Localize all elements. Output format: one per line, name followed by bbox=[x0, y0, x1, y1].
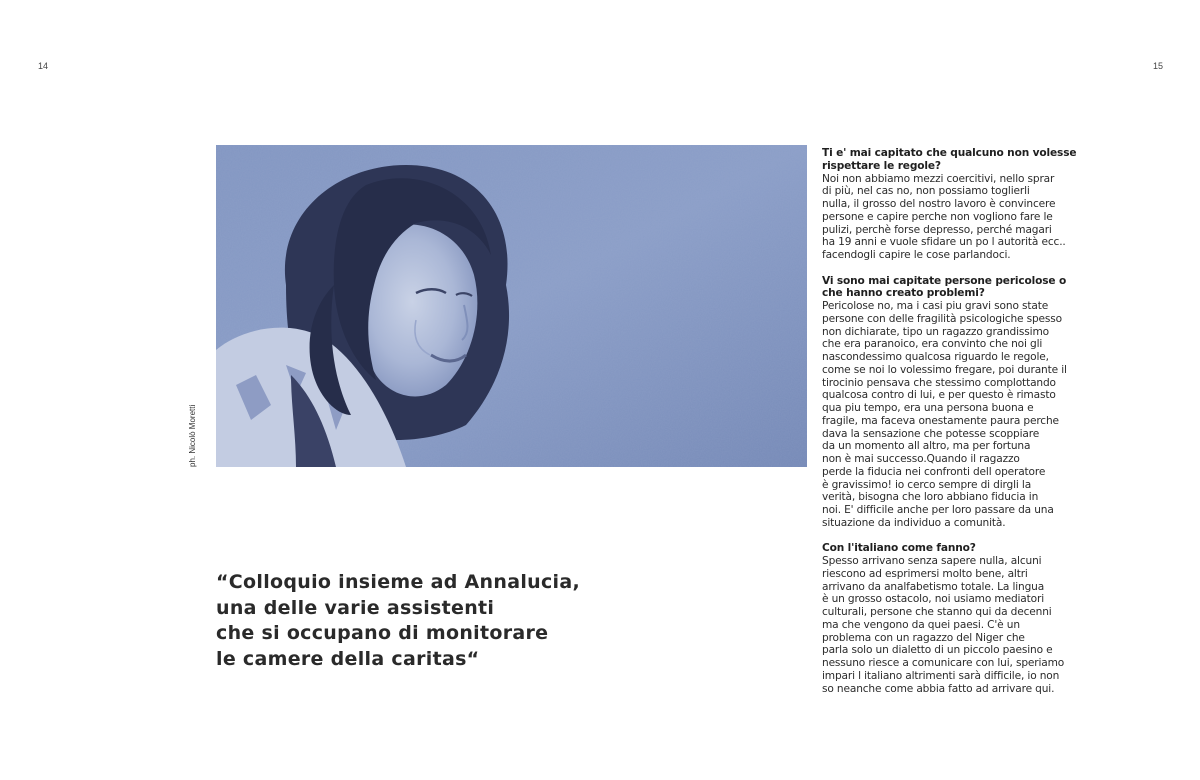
answer-line: persone e capire perche non vogliono fare le bbox=[822, 210, 1053, 223]
photo-credit: ph. Nicolò Moretti bbox=[188, 404, 197, 467]
answer-line: Noi non abbiamo mezzi coercitivi, nello sprar bbox=[822, 172, 1055, 185]
answer-line: impari l italiano altrimenti sarà difficile, io non bbox=[822, 669, 1060, 682]
answer-line: tirocinio pensava che stessimo complottando bbox=[822, 376, 1056, 389]
answer-line: so neanche come abbia fatto ad arrivare qui. bbox=[822, 682, 1055, 695]
answer-line: culturali, persone che stanno qui da decenni bbox=[822, 606, 1052, 618]
answer-line: situazione da individuo a comunità. bbox=[822, 516, 1006, 529]
answer-line: ma che vengono da quei paesi. C'è un bbox=[822, 618, 1020, 631]
answer-text bbox=[822, 300, 1082, 530]
pull-quote-line: una delle varie assistenti bbox=[216, 596, 495, 619]
answer-line: riescono ad esprimersi molto bene, altri bbox=[822, 567, 1028, 580]
pull-quote-line: le camere della caritas“ bbox=[216, 647, 480, 670]
answer-line: problema con un ragazzo del Niger che bbox=[822, 631, 1025, 644]
answer-line: di più, nel cas no, non possiamo toglierli bbox=[822, 185, 1030, 198]
question-line: Ti e' mai capitato che qualcuno non volesse bbox=[822, 147, 1077, 159]
answer-line: non è mai successo.Quando il ragazzo bbox=[822, 453, 1020, 465]
question-line: che hanno creato problemi? bbox=[822, 287, 985, 300]
answer-line: nessuno riesce a comunicare con lui, speriamo bbox=[822, 657, 1065, 669]
qa-block-3 bbox=[822, 542, 1082, 695]
answer-line: Spesso arrivano senza sapere nulla, alcuni bbox=[822, 555, 1042, 567]
answer-line: nascondessimo qualcosa riguardo le regole, bbox=[822, 351, 1049, 363]
question-line: rispettare le regole? bbox=[822, 159, 941, 172]
answer-line: è un grosso ostacolo, noi usiamo mediatori bbox=[822, 593, 1044, 606]
answer-line: nulla, il grosso del nostro lavoro è convincere bbox=[822, 198, 1056, 210]
interview-column bbox=[822, 147, 1082, 708]
pull-quote-line: “Colloquio insieme ad Annalucia, bbox=[216, 571, 580, 593]
pull-quote-line: che si occupano di monitorare bbox=[216, 622, 549, 644]
question-line: Con l'italiano come fanno? bbox=[822, 542, 976, 555]
answer-text bbox=[822, 173, 1082, 262]
answer-line: pulizi, perchè forse depresso, perché magari bbox=[822, 223, 1052, 236]
portrait-photo bbox=[216, 145, 807, 467]
question-heading bbox=[822, 542, 1082, 555]
answer-line: perde la fiducia nei confronti dell operatore bbox=[822, 465, 1046, 478]
answer-line: dava la sensazione che potesse scoppiare bbox=[822, 427, 1040, 440]
answer-line: parla solo un dialetto di un piccolo paesino e bbox=[822, 644, 1053, 657]
answer-line: come se noi lo volessimo fregare, poi durante il bbox=[822, 363, 1067, 376]
qa-block-2 bbox=[822, 275, 1082, 530]
answer-line: da un momento all altro, ma per fortuna bbox=[822, 440, 1031, 453]
answer-line: che era paranoico, era convinto che noi gli bbox=[822, 338, 1043, 351]
page-number-right: 15 bbox=[1153, 61, 1164, 71]
pull-quote bbox=[216, 570, 596, 672]
answer-text bbox=[822, 555, 1082, 695]
question-heading bbox=[822, 147, 1082, 173]
answer-line: facendogli capire le cose parlandoci. bbox=[822, 249, 1011, 261]
answer-line: è gravissimo! io cerco sempre di dirgli la bbox=[822, 478, 1032, 491]
answer-line: persone con delle fragilità psicologiche spesso bbox=[822, 312, 1062, 325]
answer-line: ha 19 anni e vuole sfidare un po l autorità ecc.. bbox=[822, 236, 1066, 249]
question-heading bbox=[822, 275, 1082, 301]
answer-line: qua piu tempo, era una persona buona e bbox=[822, 402, 1034, 414]
answer-line: verità, bisogna che loro abbiano fiducia in bbox=[822, 491, 1039, 504]
portrait-photo-icon bbox=[216, 145, 807, 467]
answer-line: Pericolose no, ma i casi piu gravi sono state bbox=[822, 300, 1049, 312]
qa-block-1 bbox=[822, 147, 1082, 262]
answer-line: non dichiarate, tipo un ragazzo grandissimo bbox=[822, 325, 1049, 338]
answer-line: noi. E' difficile anche per loro passare da una bbox=[822, 504, 1054, 516]
answer-line: arrivano da analfabetismo totale. La lingua bbox=[822, 580, 1045, 593]
question-line: Vi sono mai capitate persone pericolose o bbox=[822, 274, 1067, 287]
answer-line: qualcosa contro di lui, e per questo è rimasto bbox=[822, 389, 1056, 402]
answer-line: fragile, ma faceva onestamente paura perche bbox=[822, 414, 1059, 427]
page-number-left: 14 bbox=[38, 61, 49, 71]
